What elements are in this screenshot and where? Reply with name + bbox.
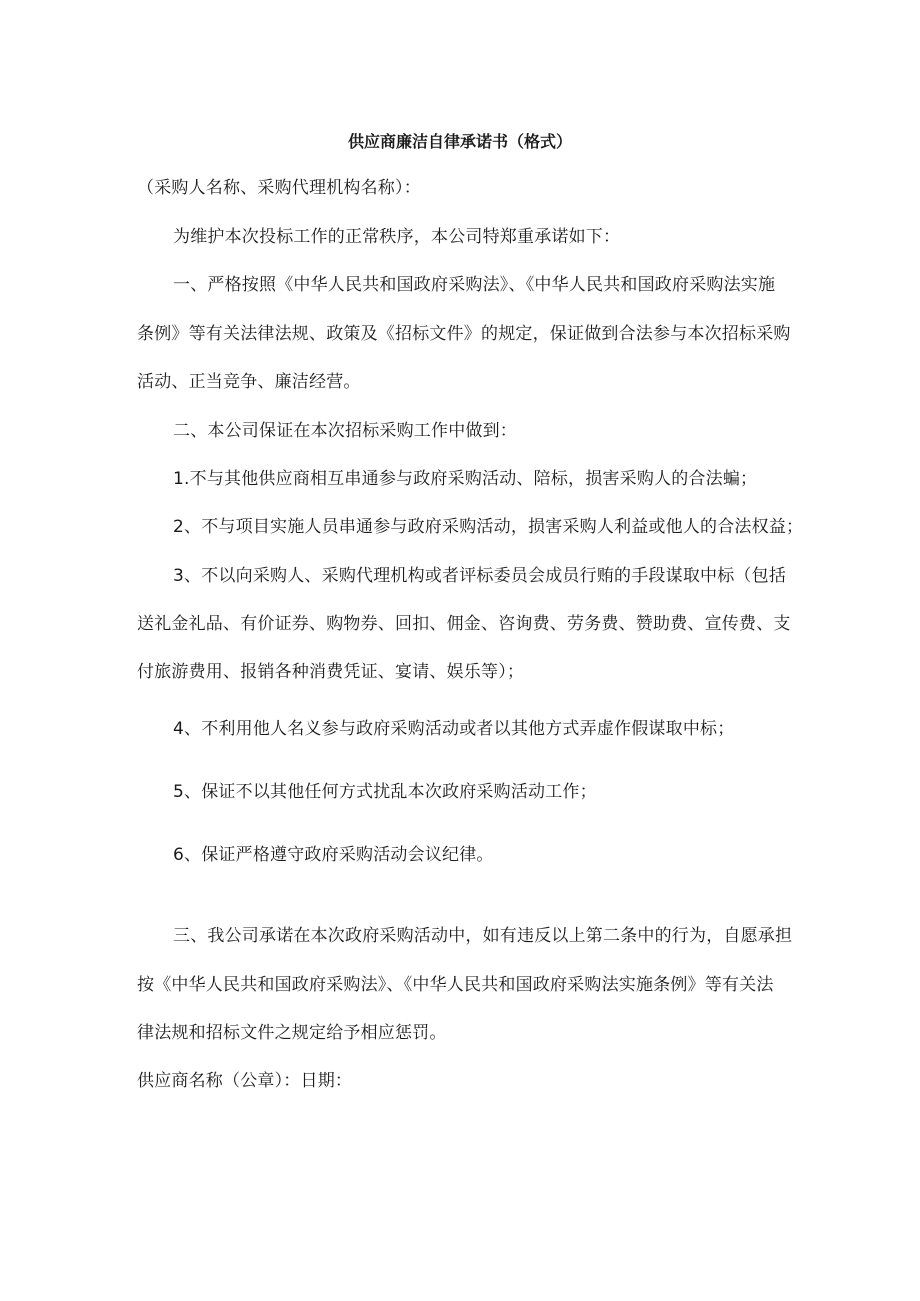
clause2-heading: 二、本公司保证在本次招标采购工作中做到：	[173, 421, 517, 441]
clause3-line-2: 按《中华人民共和国政府采购法》、《中华人民共和国政府采购法实施条例》等有关法	[137, 975, 774, 995]
clause2-item-4: 4、不利用他人名义参与政府采购活动或者以其他方式弄虚作假谋取中标；	[173, 719, 735, 739]
clause3-line-3: 律法规和招标文件之规定给予相应惩罚。	[137, 1023, 447, 1043]
clause3-line-1: 三、我公司承诺在本次政府采购活动中，如有违反以上第二条中的行为，自愿承担	[173, 926, 793, 946]
clause2-item-5: 5、保证不以其他任何方式扰乱本次政府采购活动工作；	[173, 782, 597, 802]
clause2-item-1: 1.不与其他供应商相互串通参与政府采购活动、陪标，损害采购人的合法蝙；	[173, 469, 758, 489]
addressee-line: （采购人名称、采购代理机构名称）：	[137, 178, 421, 198]
clause1-line-3: 活动、正当竞争、廉洁经营。	[137, 372, 361, 392]
clause2-item-3-line-2: 送礼金礼品、有价证券、购物券、回扣、佣金、咨询费、劳务费、赞助费、宣传费、支	[137, 614, 791, 634]
document-title: 供应商廉洁自律承诺书（格式）	[347, 132, 572, 151]
clause2-item-3-line-3: 付旅游费用、报销各种消费凭证、宴请、娱乐等）；	[137, 662, 525, 682]
signature-line: 供应商名称（公章）：日期：	[137, 1071, 353, 1091]
intro-paragraph: 为维护本次投标工作的正常秩序，本公司特郑重承诺如下：	[173, 227, 621, 247]
clause2-item-3-line-1: 3、不以向采购人、采购代理机构或者评标委员会成员行贿的手段谋取中标（包括	[173, 566, 787, 586]
clause2-item-2: 2、不与项目实施人员串通参与政府采购活动，损害采购人利益或他人的合法权益；	[173, 517, 804, 537]
clause2-item-6: 6、保证严格遵守政府采购活动会议纪律。	[173, 845, 494, 865]
clause1-line-1: 一、严格按照《中华人民共和国政府采购法》、《中华人民共和国政府采购法实施	[173, 275, 776, 295]
clause1-line-2: 条例》等有关法律法规、政策及《招标文件》的规定，保证做到合法参与本次招标采购	[137, 324, 791, 344]
